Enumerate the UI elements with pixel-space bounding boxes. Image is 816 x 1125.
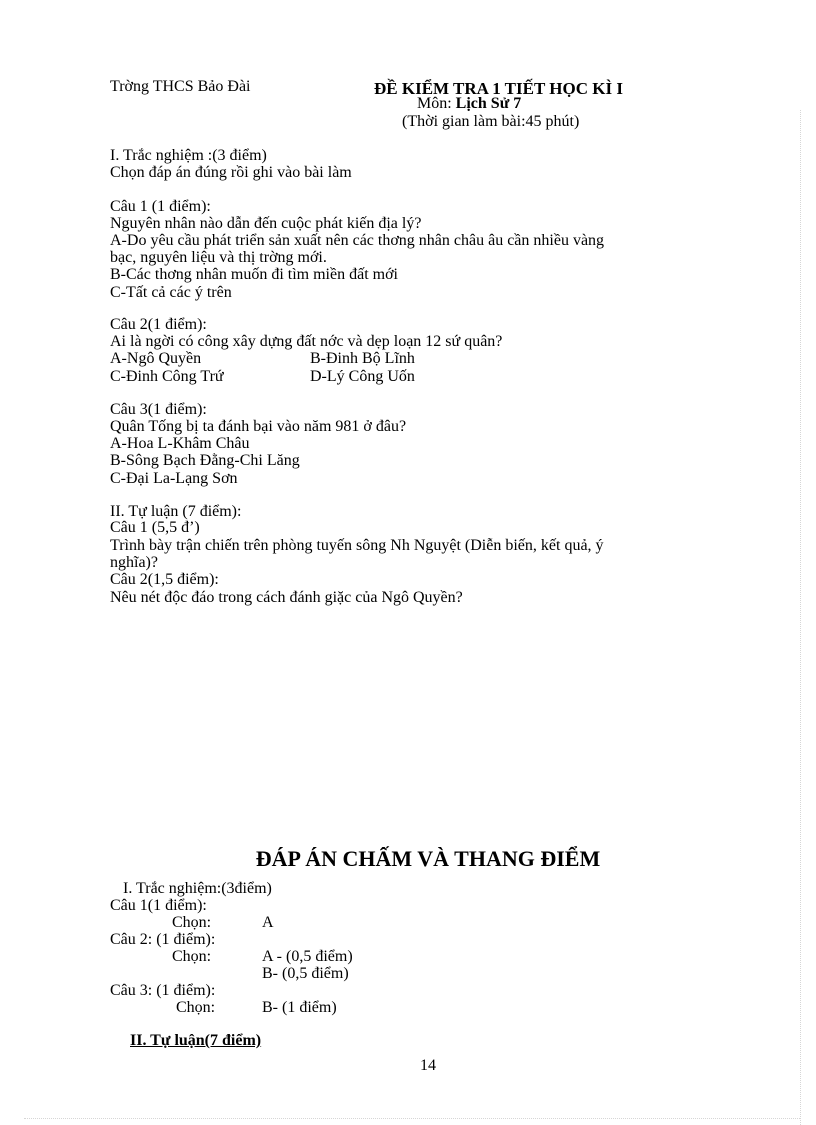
answer-q2-choose: Chọn: <box>172 948 212 965</box>
q2-option-a: A-Ngô Quyền <box>110 350 202 367</box>
answer-q1-label: Câu 1(1 điểm): <box>110 897 207 914</box>
q3-option-a: A-Hoa L-Khâm Châu <box>110 435 250 452</box>
q1-option-a-cont: bạc, nguyên liệu và thị trờng mới. <box>110 249 327 266</box>
q1-label: Câu 1 (1 điểm): <box>110 198 211 215</box>
part2-q2-label: Câu 2(1,5 điểm): <box>110 571 219 588</box>
answer-q3-choose: Chọn: <box>176 999 216 1016</box>
page-edge-right <box>800 110 801 1125</box>
q2-question: Ai là ngời có công xây dựng đất nớc và dẹp loạn 12 sứ quân? <box>110 333 503 350</box>
page-number: 14 <box>420 1057 436 1074</box>
answer-q2-label: Câu 2: (1 điểm): <box>110 931 216 948</box>
answer-part1-heading: I. Trắc nghiệm:(3điểm) <box>123 880 272 897</box>
answer-key-title: ĐÁP ÁN CHẤM VÀ THANG ĐIỂM <box>255 846 601 871</box>
part2-q1-label: Câu 1 (5,5 đ’) <box>110 519 200 536</box>
part2-q1-text-cont: nghĩa)? <box>110 554 158 571</box>
q3-option-c: C-Đại La-Lạng Sơn <box>110 470 238 487</box>
answer-q2-value-b: B- (0,5 điểm) <box>262 965 349 982</box>
exam-time: (Thời gian làm bài:45 phút) <box>402 113 580 130</box>
q2-label: Câu 2(1 điểm): <box>110 316 207 333</box>
subject-prefix: Môn: <box>417 95 456 112</box>
answer-q2-value-a: A - (0,5 điểm) <box>262 948 353 965</box>
q2-option-b: B-Đinh Bộ Lĩnh <box>310 350 415 367</box>
q2-option-c: C-Đinh Công Trứ <box>110 368 224 385</box>
answer-q3-label: Câu 3: (1 điểm): <box>110 982 216 999</box>
answer-q1-choose: Chọn: <box>172 914 212 931</box>
q1-option-a: A-Do yêu cầu phát triển sản xuất nên các thơng nhân châu âu cần nhiều vàng <box>110 232 605 249</box>
q2-option-d: D-Lý Công Uốn <box>310 368 415 385</box>
part2-q2-text: Nêu nét độc đáo trong cách đánh giặc của Ngô Quyền? <box>110 589 463 606</box>
school-name: Trờng THCS Bảo Đài <box>110 78 251 95</box>
page-edge-bottom <box>24 1118 800 1119</box>
answer-q3-value: B- (1 điểm) <box>262 999 337 1016</box>
q3-label: Câu 3(1 điểm): <box>110 401 207 418</box>
q3-question: Quân Tống bị ta đánh bại vào năm 981 ở đâu? <box>110 418 407 435</box>
exam-subject <box>417 95 521 113</box>
answer-part2-heading: II. Tự luận(7 điểm) <box>130 1032 262 1049</box>
q1-option-c: C-Tất cả các ý trên <box>110 284 232 301</box>
part2-q1-text: Trình bày trận chiến trên phòng tuyến sông Nh Nguyệt (Diễn biến, kết quả, ý <box>110 537 604 554</box>
q3-option-b: B-Sông Bạch Đằng-Chi Lăng <box>110 452 300 469</box>
q1-question: Nguyên nhân nào dẫn đến cuộc phát kiến địa lý? <box>110 215 422 232</box>
subject-name: Lịch Sử 7 <box>455 95 522 112</box>
part1-heading: I. Trắc nghiệm :(3 điểm) <box>110 147 267 164</box>
q1-option-b: B-Các thơng nhân muốn đi tìm miền đất mới <box>110 266 398 283</box>
part2-heading: II. Tự luận (7 điểm): <box>110 503 242 520</box>
answer-q1-value: A <box>262 914 274 931</box>
exam-title: ĐỀ KIỂM TRA 1 TIẾT HỌC KÌ I <box>374 79 623 98</box>
part1-instruction: Chọn đáp án đúng rồi ghi vào bài làm <box>110 164 352 181</box>
